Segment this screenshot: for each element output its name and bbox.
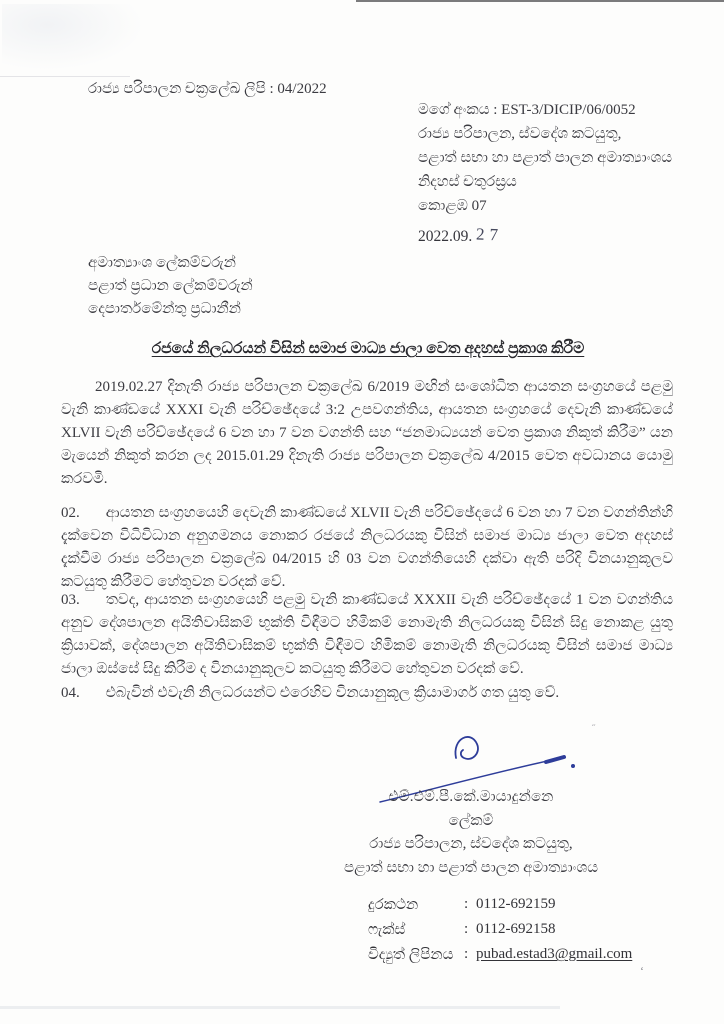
paragraph-number: 04. [61, 685, 80, 701]
contact-row-email [368, 946, 632, 971]
phone-number: 0112-692159 [476, 896, 556, 912]
addressee-line: අමාත්‍යාංශ ලේකම්වරුන් [88, 255, 236, 271]
contact-row-phone [368, 896, 632, 921]
sender-address-line: කොළඹ 07 [418, 198, 487, 214]
paragraph-number: 03. [61, 592, 80, 608]
email-address: pubad.estad3@gmail.com [476, 946, 633, 962]
signatory-org-line: රාජ්‍ය පරිපාලන, ස්වදේශ කටයුතු, [369, 836, 573, 852]
sender-address-line: නිදහස් චතුරස්‍රය [418, 174, 517, 190]
paragraph-text: එබැවින් එවැනි නිලධරයන්ට එරෙහිව විනයානුකූල ක්‍රියාමාර්ග ගත යුතු වේ. [105, 685, 560, 701]
sender-address-block [418, 98, 672, 218]
scan-faint-line [0, 76, 130, 77]
fax-label: ෆැක්ස් [368, 922, 406, 938]
letter-subject: රජයේ නිලධරයන් විසින් සමාජ මාධ්‍ය ජාලා වෙත අදහස් ප්‍රකාශ කිරීම [151, 340, 585, 357]
addressee-line: දෙපාර්තමේන්තු ප්‍රධානීන් [88, 301, 241, 317]
letter-date [418, 226, 503, 246]
email-label: විද්‍යුත් ලිපිනය [368, 947, 454, 963]
sender-my-number: මගේ අංකය : EST-3/DICIP/06/0052 [418, 102, 636, 118]
fax-number: 0112-692158 [476, 921, 556, 937]
signatory-designation: ලේකම් [448, 812, 494, 829]
contact-separator: : [464, 921, 469, 937]
signatory-name: එම්.එම්.පී.කේ.මායාදුන්නෙ [388, 789, 554, 805]
date-handwritten: 27 [475, 224, 504, 245]
addressee-line: පළාත් ප්‍රධාන ලේකම්වරුන් [88, 278, 253, 294]
addressee-block [88, 252, 253, 321]
circular-reference: රාජ්‍ය පරිපාලන චක්‍රලේඛ ලිපි : 04/2022 [88, 81, 327, 97]
scan-bottom-band [0, 1006, 560, 1009]
sender-address-line: පළාත් සභා හා පළාත් පාලන අමාත්‍යාංශය [418, 150, 673, 166]
date-printed: 2022.09. [418, 228, 473, 245]
paragraph-text: තවද, ආයතන සංග්‍රහයෙහි පළමු වැනි කාණ්ඩයේ XXXII වැනි පරිච්ඡේදයේ 1 වන වගන්තිය අනුව දේශපාලන අයිතිවාසිකම් භුක්ති විඳීමට හිමිකම් නොමැති නිලධරයකු විසින් සිදු නොකළ යුතු ක්‍රියාවක්, දේශපාලන අයිතිවාසිකම් භුක්ති විඳීමට හිමිකම් නොමැති නිලධරයකු විසින් සමාජ මාධ්‍ය ජාලා ඔස්සේ සිදු කිරීම ද විනයානුකූලව කටයුතු කිරීමට හේතුවන වරදක් වේ. [61, 592, 673, 677]
paragraph-4 [61, 682, 673, 705]
contact-separator: : [464, 896, 469, 912]
paragraph-text: ආයතන සංග්‍රහයෙහි දෙවැනි කාණ්ඩයේ XLVII වැනි පරිච්ඡේදයේ 6 වන හා 7 වන වගන්තින්හි දැක්වෙන විධිවිධාන අනුගමනය නොකර රජයේ නිලධරයකු විසින් සමාජ මාධ්‍ය ජාලා වෙත අදහස් දැක්වීම රාජ්‍ය පරිපාලන චක්‍රලේඛ 04/2015 හි 03 වන වගන්තියෙහි දක්වා ඇති පරිදි විනයානුකූලව කටයුතු කිරීමට හේතුවන වරදක් වේ. [61, 505, 673, 590]
scan-ink-speck: ʻ [640, 964, 644, 978]
paragraph-number: 02. [61, 505, 80, 521]
paragraph-3 [61, 589, 673, 681]
contact-separator: : [464, 946, 469, 962]
contact-row-fax [368, 921, 632, 946]
signatory-block [308, 786, 634, 880]
phone-label: දුරකථන [368, 897, 419, 913]
paragraph-1: 2019.02.27 දිනැති රාජ්‍ය පරිපාලන චක්‍රලේඛ 6/2019 මඟින් සංශෝධිත ආයතන සංග්‍රහයේ පළමු වැනි කාණ්ඩයේ XXXI වැනි පරිච්ඡේදයේ 3:2 උපවගන්තිය, ආයතන සංග්‍රහයේ දෙවැනි කාණ්ඩයේ XLVII වැනි පරිච්ඡේදයේ 6 වන හා 7 වන වගන්ති සහ “ජනමාධ්‍යයන් වෙත ප්‍රකාශ නිකුත් කිරීම” යන මැයෙන් නිකුත් කරන ලද 2015.01.29 දිනැති රාජ්‍ය පරිපාලන චක්‍රලේඛ 4/2015 වෙත අවධානය යොමු කරවමි. [61, 379, 673, 487]
signatory-org-line: පළාත් සභා හා පළාත් පාලන අමාත්‍යාංශය [343, 859, 598, 876]
paragraph-2 [61, 502, 673, 594]
scan-edge-line [356, 0, 724, 2]
sender-address-line: රාජ්‍ය පරිපාලන, ස්වදේශ කටයුතු, [418, 126, 622, 142]
scan-smudge-artifact [2, 4, 152, 74]
scan-ink-speck: ˝ [592, 724, 596, 735]
contact-block [368, 896, 632, 971]
